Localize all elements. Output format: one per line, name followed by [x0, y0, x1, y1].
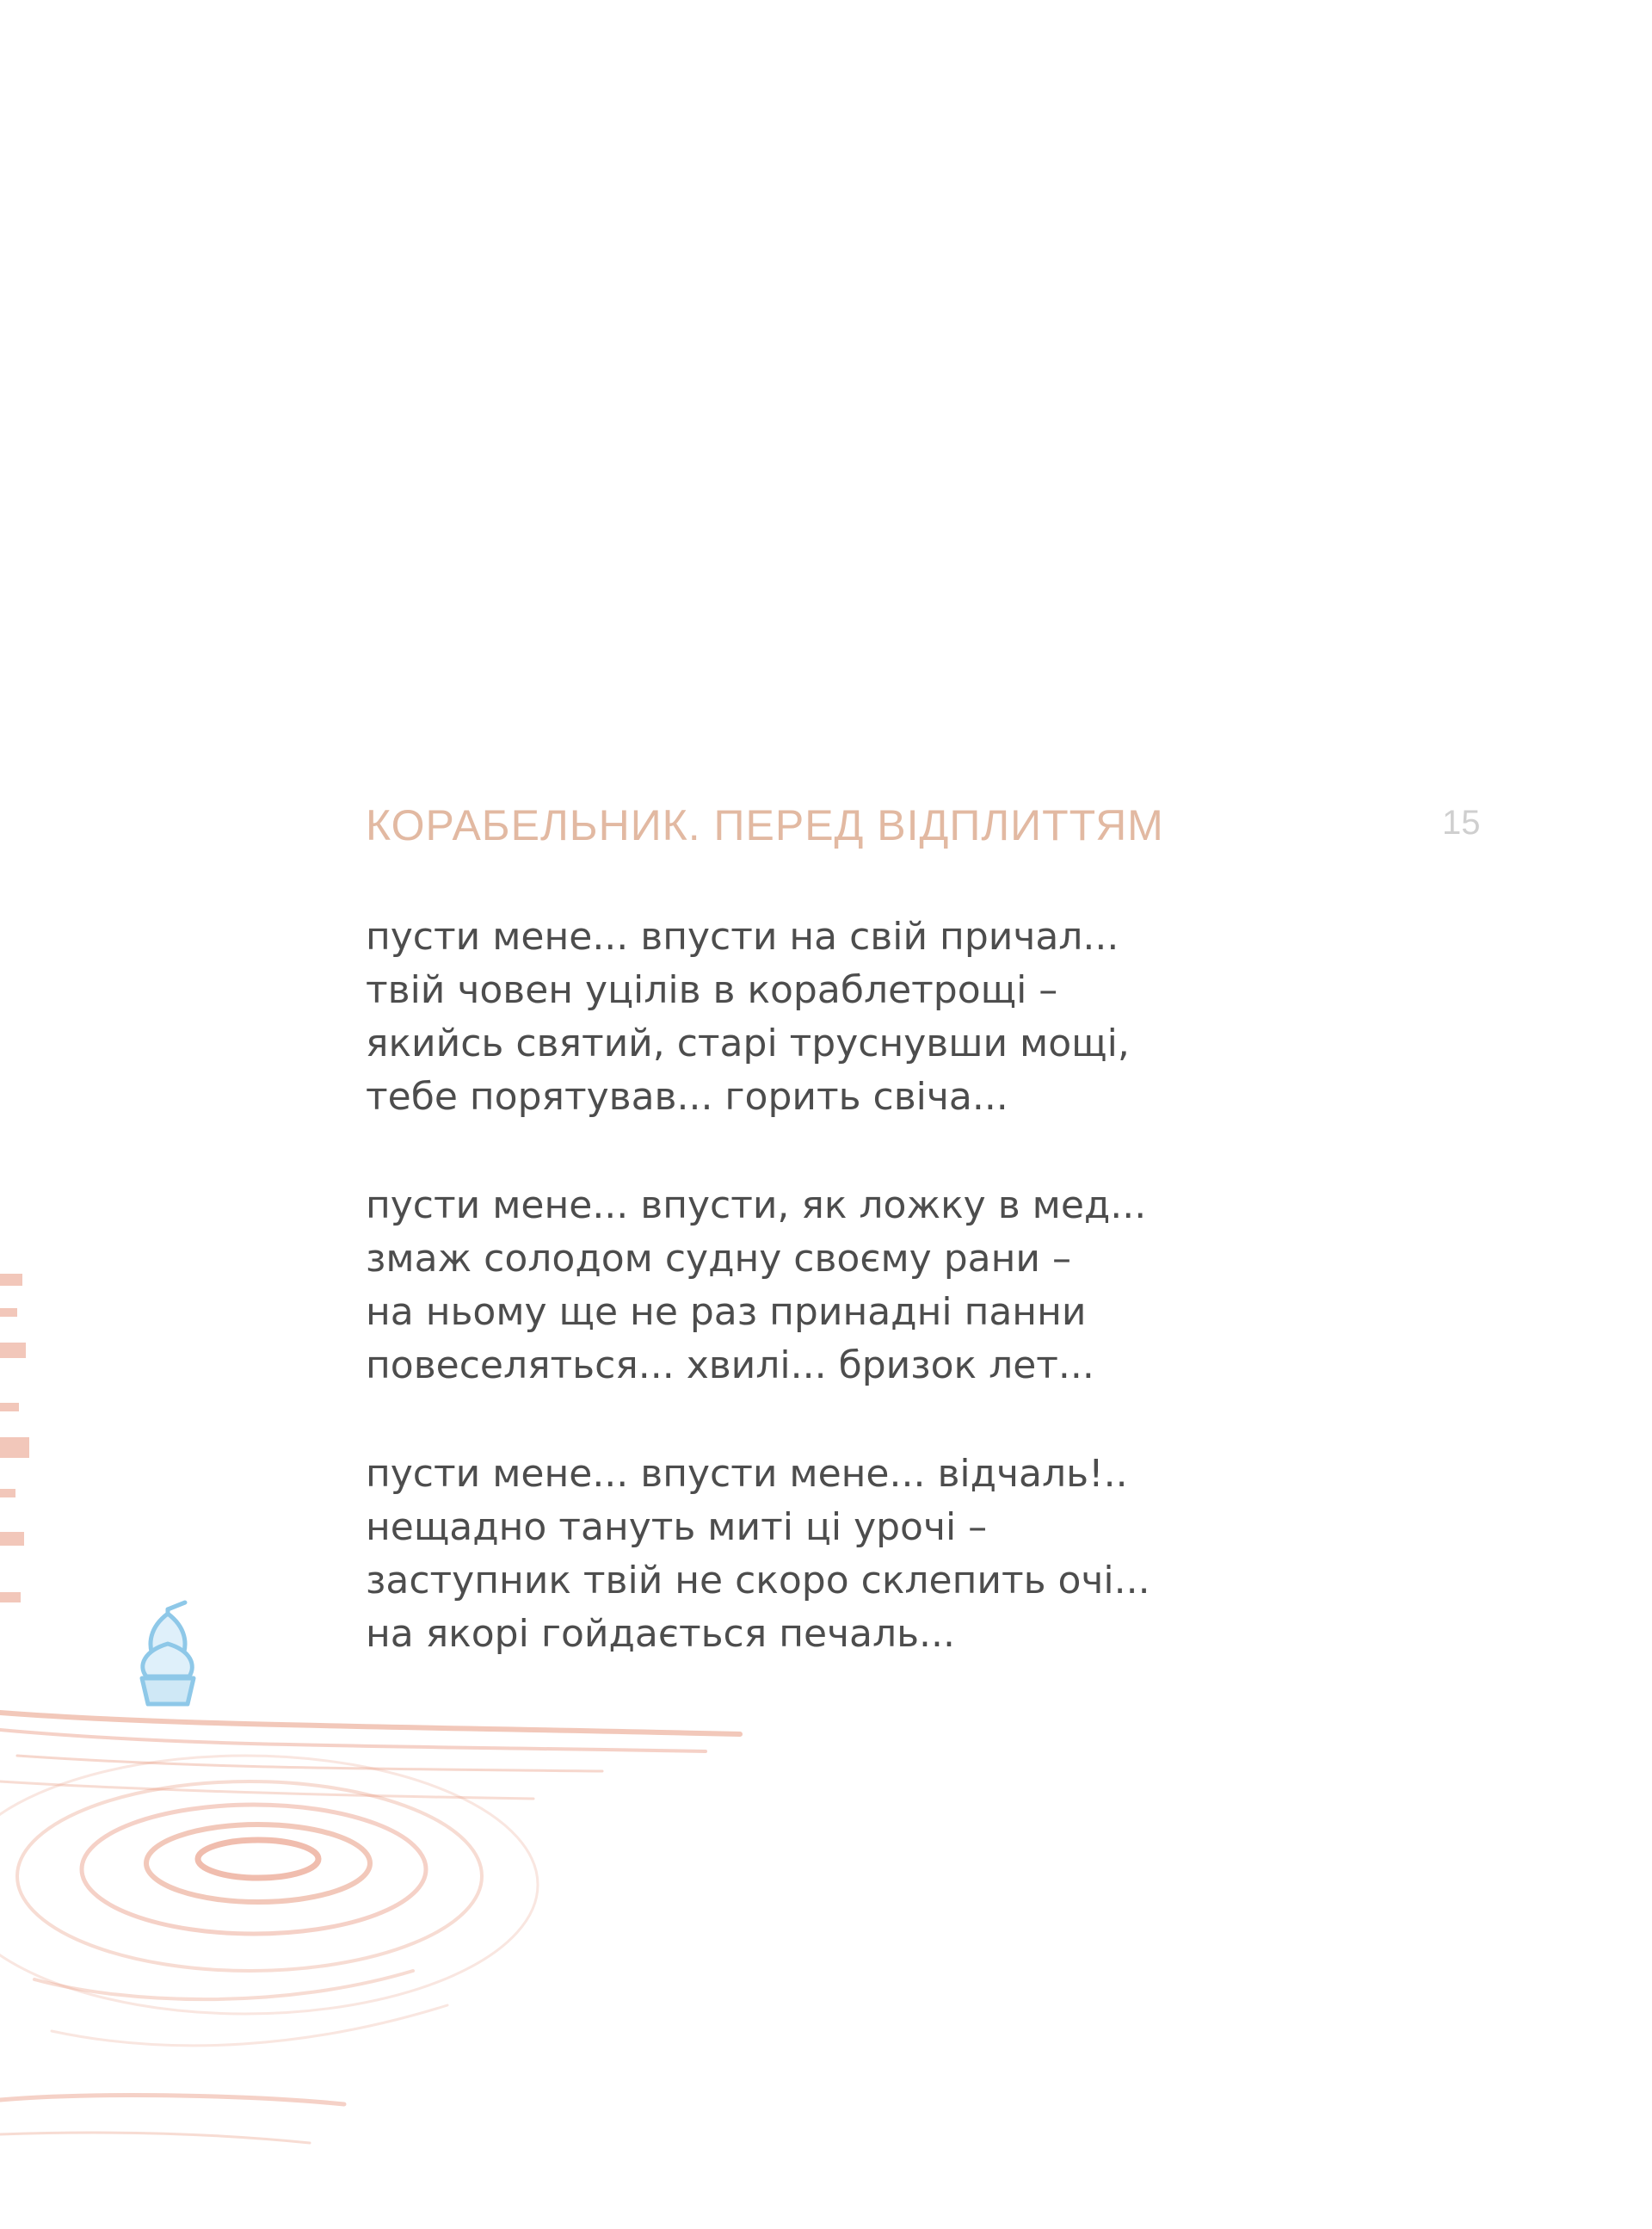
- poem-line: заступник твій не скоро склепить очі...: [366, 1559, 1150, 1602]
- water-streaks: [0, 1713, 740, 2143]
- poem-line: повеселяться... хвилі... бризок лет...: [366, 1343, 1094, 1387]
- whirlpool: [0, 1756, 538, 2046]
- poem-title: КОРАБЕЛЬНИК. ПЕРЕД ВІДПЛИТТЯМ: [366, 801, 1164, 849]
- poem-line: твій човен уцілів в кораблетрощі –: [366, 968, 1058, 1012]
- poem-line: якийсь святий, старі труснувши мощі,: [366, 1022, 1130, 1065]
- poem-line: змаж солодом судну своєму рани –: [366, 1237, 1071, 1281]
- poem-line: на якорі гойдається печаль...: [366, 1612, 956, 1656]
- poem-line: пусти мене... впусти на свій причал...: [366, 915, 1119, 959]
- poem-line: нещадно тануть миті ці урочі –: [366, 1505, 988, 1549]
- stanza: [366, 911, 1226, 1124]
- poem-line: пусти мене... впусти мене... відчаль!..: [366, 1452, 1128, 1496]
- poem-line: пусти мене... впусти, як ложку в мед...: [366, 1183, 1147, 1227]
- page-number: 15: [1442, 804, 1481, 842]
- ship-icon: [142, 1602, 194, 1704]
- poem-line: тебе порятував... горить свіча...: [366, 1075, 1008, 1119]
- poem-line: на ньому ще не раз принадні панни: [366, 1290, 1087, 1334]
- sea-whirlpool-illustration: [0, 1231, 774, 2229]
- left-edge-stripes: [0, 1274, 29, 1602]
